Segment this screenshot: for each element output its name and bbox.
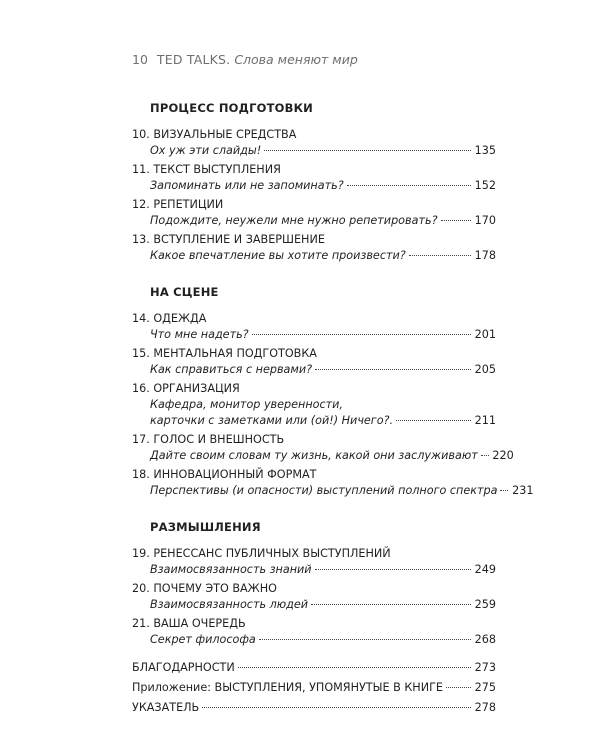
dot-leader bbox=[446, 687, 471, 688]
chapter-subtitle-line bbox=[132, 178, 496, 194]
back-matter-title: БЛАГОДАРНОСТИ bbox=[132, 661, 235, 674]
book-subtitle: Слова меняют мир bbox=[234, 52, 358, 67]
chapter-subtitle: Подождите, неужели мне нужно репетировать? bbox=[150, 214, 438, 227]
back-matter-title: Приложение: ВЫСТУПЛЕНИЯ, УПОМЯНУТЫЕ В КНИГЕ bbox=[132, 681, 443, 694]
section-title: НА СЦЕНЕ bbox=[150, 285, 219, 299]
chapter-subtitle: Взаимосвязанность людей bbox=[150, 598, 309, 611]
dot-leader bbox=[347, 185, 471, 186]
chapter-subtitle-line bbox=[132, 448, 514, 464]
chapter-title: 11. ТЕКСТ ВЫСТУПЛЕНИЯ bbox=[132, 163, 281, 176]
chapter-title: 18. ИННОВАЦИОННЫЙ ФОРМАТ bbox=[132, 468, 317, 481]
chapter-title: 16. ОРГАНИЗАЦИЯ bbox=[132, 382, 240, 395]
chapter-title: 19. РЕНЕССАНС ПУБЛИЧНЫХ ВЫСТУПЛЕНИЙ bbox=[132, 547, 391, 560]
dot-leader bbox=[252, 334, 471, 335]
toc-entry bbox=[132, 616, 496, 648]
section-title: РАЗМЫШЛЕНИЯ bbox=[150, 520, 261, 534]
chapter-subtitle-line bbox=[132, 143, 496, 159]
chapter-subtitle: Кафедра, монитор уверенности, bbox=[150, 398, 343, 411]
chapter-subtitle-line bbox=[132, 213, 496, 229]
chapter-subtitle: Какое впечатление вы хотите произвести? bbox=[150, 249, 406, 262]
chapter-page-number: 249 bbox=[474, 563, 496, 576]
toc-entry bbox=[132, 467, 534, 499]
chapter-subtitle: Взаимосвязанность знаний bbox=[150, 563, 312, 576]
chapter-page-number: 205 bbox=[474, 363, 496, 376]
chapter-title: 12. РЕПЕТИЦИИ bbox=[132, 198, 224, 211]
dot-leader bbox=[259, 639, 471, 640]
chapter-title: 17. ГОЛОС И ВНЕШНОСТЬ bbox=[132, 433, 285, 446]
chapter-title: 15. МЕНТАЛЬНАЯ ПОДГОТОВКА bbox=[132, 347, 317, 360]
chapter-subtitle-line bbox=[132, 483, 534, 499]
toc-entry bbox=[132, 346, 496, 378]
chapter-title: 10. ВИЗУАЛЬНЫЕ СРЕДСТВА bbox=[132, 128, 297, 141]
chapter-subtitle: Запоминать или не запоминать? bbox=[150, 179, 344, 192]
chapter-subtitle: Перспективы (и опасности) выступлений полного спектра bbox=[150, 484, 498, 497]
back-matter-title: УКАЗАТЕЛЬ bbox=[132, 701, 200, 714]
dot-leader bbox=[315, 369, 471, 370]
back-matter-page-number: 275 bbox=[474, 681, 496, 694]
chapter-subtitle-line bbox=[132, 562, 496, 578]
dot-leader bbox=[409, 255, 471, 256]
book-brand: TED TALKS. bbox=[156, 52, 231, 67]
running-head bbox=[132, 52, 358, 67]
toc-entry bbox=[132, 232, 496, 264]
dot-leader bbox=[500, 490, 508, 491]
toc-entry bbox=[132, 546, 496, 578]
chapter-page-number: 201 bbox=[474, 328, 496, 341]
chapter-page-number: 152 bbox=[474, 179, 496, 192]
dot-leader bbox=[441, 220, 471, 221]
chapter-subtitle: Дайте своим словам ту жизнь, какой они заслуживают bbox=[150, 449, 478, 462]
dot-leader bbox=[315, 569, 471, 570]
chapter-page-number: 178 bbox=[474, 249, 496, 262]
chapter-page-number: 170 bbox=[474, 214, 496, 227]
chapter-subtitle: Что мне надеть? bbox=[150, 328, 249, 341]
dot-leader bbox=[264, 150, 471, 151]
chapter-subtitle-line bbox=[132, 248, 496, 264]
chapter-title: 14. ОДЕЖДА bbox=[132, 312, 207, 325]
chapter-title: 20. ПОЧЕМУ ЭТО ВАЖНО bbox=[132, 582, 277, 595]
dot-leader bbox=[311, 604, 471, 605]
toc-entry bbox=[132, 381, 496, 429]
chapter-page-number: 220 bbox=[492, 449, 514, 462]
chapter-page-number: 135 bbox=[474, 144, 496, 157]
toc-entry bbox=[132, 162, 496, 194]
chapter-subtitle-line bbox=[132, 327, 496, 343]
toc-entry bbox=[132, 197, 496, 229]
chapter-subtitle: Как справиться с нервами? bbox=[150, 363, 313, 376]
dot-leader bbox=[396, 420, 471, 421]
back-matter-page-number: 278 bbox=[474, 701, 496, 714]
dot-leader bbox=[238, 667, 471, 668]
dot-leader bbox=[481, 455, 489, 456]
chapter-subtitle-line bbox=[132, 362, 496, 378]
chapter-page-number: 268 bbox=[474, 633, 496, 646]
chapter-title: 13. ВСТУПЛЕНИЕ И ЗАВЕРШЕНИЕ bbox=[132, 233, 325, 246]
section-title: ПРОЦЕСС ПОДГОТОВКИ bbox=[150, 101, 313, 115]
chapter-page-number: 211 bbox=[474, 414, 496, 427]
toc-entry bbox=[132, 127, 496, 159]
back-matter-entry bbox=[132, 680, 496, 696]
toc-entry bbox=[132, 432, 514, 464]
chapter-subtitle: карточки с заметками или (ой!) Ничего?. bbox=[150, 414, 394, 427]
table-of-contents bbox=[132, 100, 534, 716]
chapter-subtitle-line bbox=[132, 413, 496, 429]
chapter-subtitle-line bbox=[132, 632, 496, 648]
back-matter-entry bbox=[132, 700, 496, 716]
chapter-page-number: 231 bbox=[512, 484, 534, 497]
toc-entry bbox=[132, 311, 496, 343]
back-matter-page-number: 273 bbox=[474, 661, 496, 674]
toc-entry bbox=[132, 581, 496, 613]
back-matter-entry bbox=[132, 660, 496, 676]
dot-leader bbox=[202, 707, 471, 708]
chapter-subtitle-line bbox=[132, 597, 496, 613]
page-number: 10 bbox=[132, 52, 148, 67]
chapter-subtitle: Секрет философа bbox=[150, 633, 256, 646]
chapter-title: 21. ВАША ОЧЕРЕДЬ bbox=[132, 617, 246, 630]
chapter-subtitle: Ох уж эти слайды! bbox=[150, 144, 262, 157]
chapter-page-number: 259 bbox=[474, 598, 496, 611]
